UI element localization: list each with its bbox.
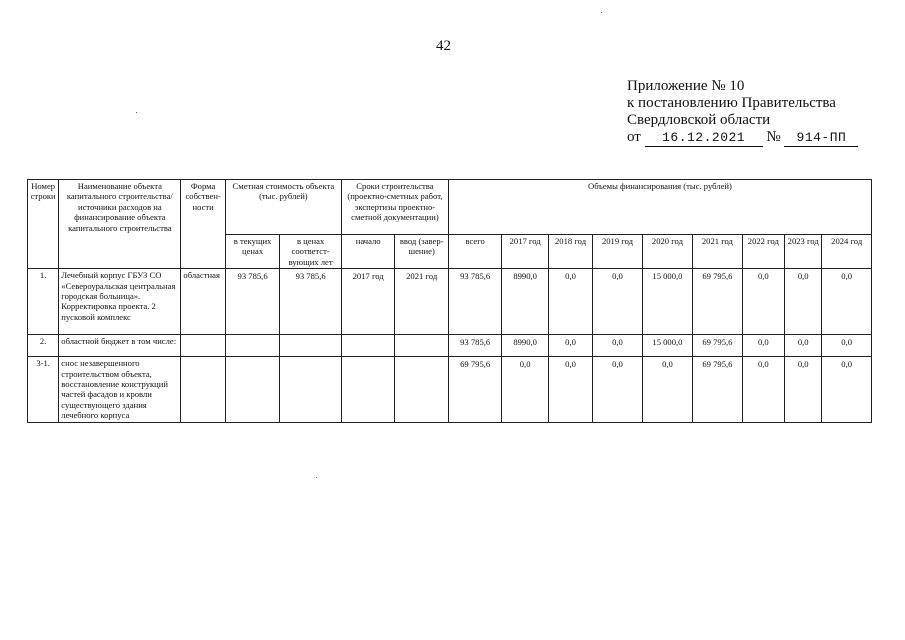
appendix-block bbox=[627, 78, 858, 147]
header-year: 2017 год bbox=[502, 235, 548, 269]
row-year-value: 69 795,6 bbox=[693, 269, 742, 335]
row-cost-years bbox=[280, 335, 342, 357]
row-name: областной бюджет в том числе: bbox=[59, 335, 181, 357]
header-year: 2023 год bbox=[785, 235, 822, 269]
row-end: 2021 год bbox=[395, 269, 449, 335]
row-number: 2. bbox=[28, 335, 59, 357]
scan-speck bbox=[316, 477, 317, 478]
header-funding: Объемы финансирования (тыс. рублей) bbox=[448, 180, 871, 235]
table-row bbox=[28, 269, 872, 335]
header-total: всего bbox=[448, 235, 502, 269]
row-number: 1. bbox=[28, 269, 59, 335]
header-start: начало bbox=[341, 235, 395, 269]
row-year-value: 0,0 bbox=[548, 269, 592, 335]
appendix-region-line: Свердловской области bbox=[627, 112, 771, 128]
header-year: 2020 год bbox=[642, 235, 692, 269]
row-start bbox=[341, 357, 395, 423]
row-year-value: 0,0 bbox=[593, 357, 642, 423]
header-year: 2018 год bbox=[548, 235, 592, 269]
row-cost-years bbox=[280, 357, 342, 423]
appendix-resolution-line: к постановлению Правительства bbox=[627, 95, 836, 111]
header-estimated-cost: Сметная стоимость объекта (тыс. рублей) bbox=[225, 180, 341, 235]
row-start bbox=[341, 335, 395, 357]
row-total: 93 785,6 bbox=[448, 335, 502, 357]
header-object-name: Наименование объекта капитального строительства/ источники расходов на финансирование объекта капитального строительства bbox=[59, 180, 181, 269]
row-year-value: 0,0 bbox=[548, 335, 592, 357]
row-year-value: 0,0 bbox=[822, 269, 872, 335]
row-ownership bbox=[181, 335, 225, 357]
header-year: 2022 год bbox=[742, 235, 784, 269]
table-row bbox=[28, 357, 872, 423]
row-end bbox=[395, 357, 449, 423]
row-year-value: 0,0 bbox=[548, 357, 592, 423]
row-year-value: 0,0 bbox=[742, 357, 784, 423]
scan-speck bbox=[601, 12, 602, 13]
header-ownership: Форма собствен-ности bbox=[181, 180, 225, 269]
row-year-value: 8990,0 bbox=[502, 269, 548, 335]
row-cost-current: 93 785,6 bbox=[225, 269, 280, 335]
header-cost-current: в текущих ценах bbox=[225, 235, 280, 269]
from-label: от bbox=[627, 129, 641, 145]
row-start: 2017 год bbox=[341, 269, 395, 335]
row-year-value: 69 795,6 bbox=[693, 335, 742, 357]
row-ownership: областная bbox=[181, 269, 225, 335]
row-cost-current bbox=[225, 335, 280, 357]
header-construction-terms: Сроки строительства (проектно-сметных работ, экспертизы проектно-сметной документации) bbox=[341, 180, 448, 235]
row-year-value: 0,0 bbox=[502, 357, 548, 423]
table-header-row bbox=[28, 180, 872, 235]
financing-table bbox=[27, 179, 872, 423]
header-row-number: Номер строки bbox=[28, 180, 59, 269]
row-year-value: 0,0 bbox=[822, 335, 872, 357]
appendix-title: Приложение № 10 bbox=[627, 78, 745, 94]
row-ownership bbox=[181, 357, 225, 423]
page-number: 42 bbox=[436, 38, 451, 54]
row-year-value: 15 000,0 bbox=[642, 335, 692, 357]
row-year-value: 0,0 bbox=[742, 335, 784, 357]
row-year-value: 8990,0 bbox=[502, 335, 548, 357]
number-label: № bbox=[766, 129, 781, 145]
header-year: 2021 год bbox=[693, 235, 742, 269]
table-row bbox=[28, 335, 872, 357]
appendix-date-line bbox=[627, 129, 858, 147]
row-name: Лечебный корпус ГБУЗ СО «Североуральская центральная городская больница». Корректировка проекта. 2 пусковой комплекс bbox=[59, 269, 181, 335]
row-total: 69 795,6 bbox=[448, 357, 502, 423]
header-cost-years: в ценах соответст-вующих лет bbox=[280, 235, 342, 269]
row-year-value: 0,0 bbox=[593, 269, 642, 335]
row-year-value: 0,0 bbox=[593, 335, 642, 357]
row-year-value: 0,0 bbox=[785, 269, 822, 335]
header-end: ввод (завер-шение) bbox=[395, 235, 449, 269]
row-year-value: 0,0 bbox=[642, 357, 692, 423]
resolution-number: 914-ПП bbox=[784, 129, 858, 147]
header-year: 2019 год bbox=[593, 235, 642, 269]
row-year-value: 0,0 bbox=[742, 269, 784, 335]
row-number: 3-1. bbox=[28, 357, 59, 423]
scan-speck bbox=[136, 112, 137, 113]
header-year: 2024 год bbox=[822, 235, 872, 269]
row-year-value: 69 795,6 bbox=[693, 357, 742, 423]
row-end bbox=[395, 335, 449, 357]
row-total: 93 785,6 bbox=[448, 269, 502, 335]
row-year-value: 0,0 bbox=[822, 357, 872, 423]
row-name: снос незавершенного строительством объекта, восстановление конструкций частей фасадов и кровли существующего здания лечебного корпуса bbox=[59, 357, 181, 423]
row-year-value: 15 000,0 bbox=[642, 269, 692, 335]
row-year-value: 0,0 bbox=[785, 335, 822, 357]
row-cost-current bbox=[225, 357, 280, 423]
row-cost-years: 93 785,6 bbox=[280, 269, 342, 335]
row-year-value: 0,0 bbox=[785, 357, 822, 423]
resolution-date: 16.12.2021 bbox=[645, 129, 763, 147]
